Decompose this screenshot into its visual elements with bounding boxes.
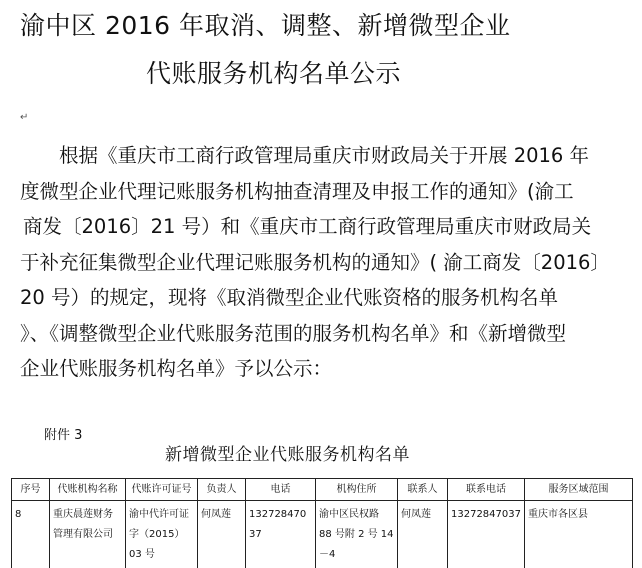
body-line: 20 号）的规定，现将《取消微型企业代账资格的服务机构名单 bbox=[20, 286, 559, 309]
body-line: 商发〔2016〕21 号）和《重庆市工商行政管理局重庆市财政局关 bbox=[23, 215, 592, 238]
table-cell: 渝中区民权路 88 号附 2 号 14－4 bbox=[316, 501, 398, 568]
table-cell: 重庆市各区县 bbox=[525, 501, 633, 568]
column-header: 代账机构名称 bbox=[50, 479, 126, 501]
table-cell: 13272847037 bbox=[246, 501, 316, 568]
table-cell: 何凤莲 bbox=[398, 501, 448, 568]
body-line: 》、《调整微型企业代账服务范围的服务机构名单》和《新增微型 bbox=[20, 321, 567, 345]
table-header-row bbox=[12, 479, 633, 501]
column-header: 联系电话 bbox=[448, 479, 525, 501]
paragraph-mark-icon: ↵ bbox=[20, 112, 29, 123]
column-header: 代账许可证号 bbox=[126, 479, 198, 501]
document-title-line-1: 渝中区 2016 年取消、调整、新增微型企业 bbox=[20, 11, 511, 40]
attachment-label: 附件 3 bbox=[44, 428, 83, 443]
document-title-line-2: 代账服务机构名单公示 bbox=[146, 59, 402, 88]
body-line: 于补充征集微型企业代理记账服务机构的通知》( 渝工商发〔2016〕 bbox=[20, 250, 610, 274]
table-cell: 13272847037 bbox=[448, 501, 525, 568]
table-cell: 重庆晨莲财务管理有限公司 bbox=[50, 501, 126, 568]
table-cell: 渝中代许可证字（2015）03 号 bbox=[126, 501, 198, 568]
announcement-body bbox=[20, 138, 610, 387]
list-title: 新增微型企业代账服务机构名单 bbox=[165, 445, 410, 465]
table-cell: 何凤莲 bbox=[198, 501, 246, 568]
column-header: 机构住所 bbox=[316, 479, 398, 501]
body-line: 度微型企业代理记账服务机构抽查清理及申报工作的通知》(渝工 bbox=[20, 179, 574, 203]
column-header: 服务区域范围 bbox=[525, 479, 633, 501]
table-cell: 8 bbox=[12, 501, 50, 568]
body-line: 根据《重庆市工商行政管理局重庆市财政局关于开展 2016 年 bbox=[59, 144, 590, 167]
column-header: 序号 bbox=[12, 479, 50, 501]
institution-table bbox=[11, 478, 633, 568]
column-header: 电话 bbox=[246, 479, 316, 501]
column-header: 联系人 bbox=[398, 479, 448, 501]
column-header: 负责人 bbox=[198, 479, 246, 501]
body-line: 企业代账服务机构名单》予以公示： bbox=[20, 357, 333, 380]
table-row bbox=[12, 501, 633, 568]
